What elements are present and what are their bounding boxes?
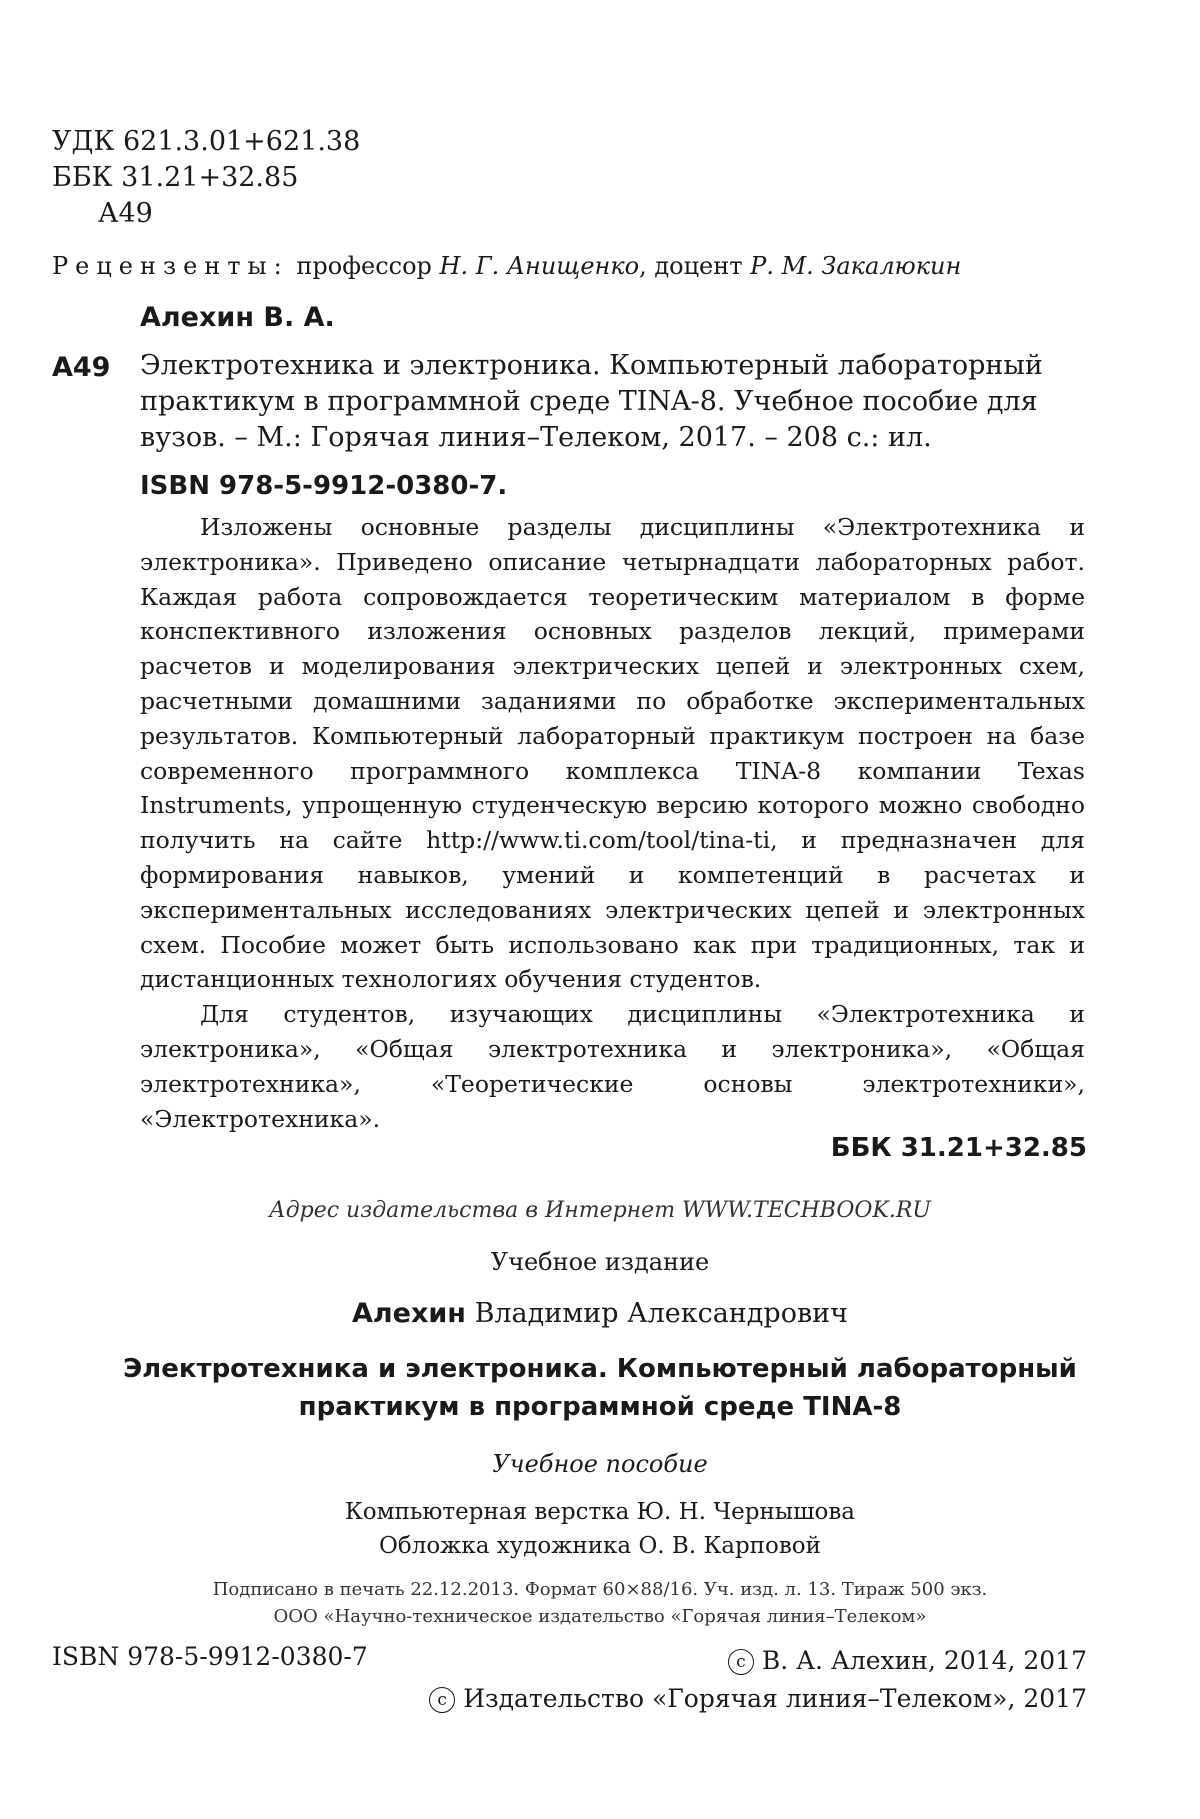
annotation-paragraph: Для студентов, изучающих дисциплины «Электротехника и электроника», «Общая электротехника и электроника», «Общая электротехника», «Теоретические основы электротехники», «Электротехника». (140, 1000, 1085, 1133)
layout-credit: Компьютерная верстка Ю. Н. Чернышова (344, 1499, 855, 1525)
book-title-line: Электротехника и электроника. Компьютерный лабораторный (123, 1354, 1077, 1384)
copyright-block (429, 1642, 1087, 1718)
bibliographic-description (140, 348, 1085, 456)
entry-isbn: ISBN 978-5-9912-0380-7. (140, 471, 508, 501)
book-title (0, 1350, 1200, 1426)
footer-isbn: ISBN 978-5-9912-0380-7 (52, 1642, 368, 1671)
copyright-line (429, 1642, 1087, 1680)
reviewer-role-2: доцент (654, 252, 743, 280)
copyright-icon: c (728, 1649, 754, 1675)
copyright-author: В. А. Алехин, 2014, 2017 (761, 1646, 1087, 1675)
reviewer-role-1: профессор (296, 252, 432, 280)
classification-block (52, 124, 360, 232)
copyright-line (429, 1680, 1087, 1718)
imprint-line: ООО «Научно-техническое издательство «Горячая линия–Телеком» (273, 1606, 927, 1627)
entry-author: Алехин В. А. (140, 302, 335, 333)
copyright-publisher: Издательство «Горячая линия–Телеком», 2017 (463, 1684, 1087, 1713)
production-credits (0, 1495, 1200, 1563)
reviewers-label: Рецензенты: (52, 252, 289, 280)
annotation (140, 510, 1085, 1136)
reviewer-name-2: Р. М. Закалюкин (750, 252, 962, 280)
reviewers-line: Рецензенты: профессор Н. Г. Анищенко, доцент Р. М. Закалюкин (52, 252, 962, 280)
imprint-line: Подписано в печать 22.12.2013. Формат 60×88/16. Уч. изд. л. 13. Тираж 500 экз. (212, 1579, 988, 1600)
publisher-address: Адрес издательства в Интернет WWW.TECHBOOK.RU (269, 1198, 931, 1223)
edition-type: Учебное издание (490, 1248, 710, 1276)
bbk-bottom: ББК 31.21+32.85 (830, 1133, 1087, 1163)
imprint-block (0, 1576, 1200, 1630)
biblio-line: практикум в программной среде TINA-8. Учебное пособие для (140, 386, 1038, 417)
cover-credit: Обложка художника О. В. Карповой (379, 1533, 821, 1559)
entry-index: А49 (52, 352, 111, 383)
biblio-line: вузов. – М.: Горячая линия–Телеком, 2017. – 208 с.: ил. (140, 422, 932, 453)
annotation-paragraph: Изложены основные разделы дисциплины «Электротехника и электроника». Приведено описание четырнадцати лабораторных работ. Каждая работа сопровождается теоретическим материалом в форме конспективного изложения основных разделов лекций, примерами расчетов и моделирования электрических цепей и электронных схем, расчетными домашними заданиями по обработке экспериментальных результатов. Компьютерный лабораторный практикум построен на базе современного программного комплекса TINA-8 компании Texas Instruments, упрощенную студенческую версию которого можно свободно получить на сайте http://www.ti.com/tool/tina-ti, и предназначен для формирования навыков, умений и компетенций в расчетах и экспериментальных исследованиях электрических цепей и электронных схем. Пособие может быть использовано как при традиционных, так и дистанционных технологиях обучения студентов. (140, 513, 1085, 994)
book-title-line: практикум в программной среде TINA-8 (298, 1392, 902, 1422)
reviewer-name-1: Н. Г. Анищенко (439, 252, 640, 280)
book-subtitle: Учебное пособие (492, 1450, 708, 1478)
biblio-line: Электротехника и электроника. Компьютерный лабораторный (140, 350, 1043, 381)
bbk-code: ББК 31.21+32.85 (52, 162, 299, 193)
udk-code: УДК 621.3.01+621.38 (52, 126, 361, 157)
author-surname: Алехин (351, 1298, 466, 1329)
author-given-names: Владимир Александрович (474, 1298, 849, 1329)
copyright-icon: c (429, 1687, 455, 1713)
author-mark: А49 (98, 198, 153, 229)
author-full-name (0, 1298, 1200, 1329)
